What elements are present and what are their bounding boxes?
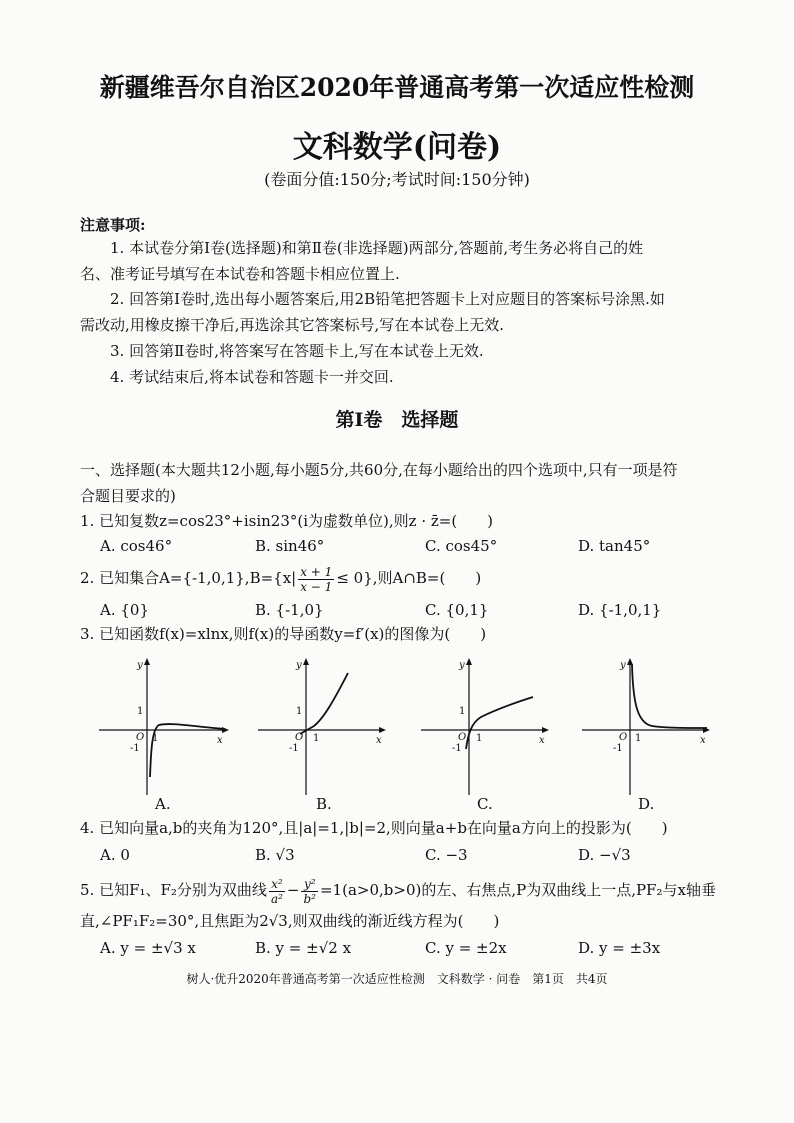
tick-x: 1 [476,733,483,744]
derivative-curve [300,673,348,734]
graph-c [419,655,554,800]
tick-x: 1 [635,733,642,744]
question-2-fraction [298,565,334,594]
question-1-stem: 1. 已知复数z=cos23°+isin23°(i为虚数单位),则z · z̄=( ) [80,512,494,530]
graph-d-label: D. [638,795,655,813]
notice-line: 1. 本试卷分第Ⅰ卷(选择题)和第Ⅱ卷(非选择题)两部分,答题前,考生务必将自己的姓 [110,239,644,257]
axis-x-label: x [700,735,706,746]
origin-label: O [136,732,145,743]
fraction-denominator: x − 1 [300,579,333,594]
question-2-option-a: A. {0} [100,601,149,619]
question-1-option-c: C. cos45° [425,537,498,555]
question-5-fraction-x [269,877,285,906]
question-5-fraction-y [301,877,318,906]
axis-x-label: x [376,735,382,746]
axis-y-label: y [296,660,302,671]
graph-b-label: B. [316,795,332,813]
tick-y-pos: 1 [459,706,466,717]
question-3-stem: 3. 已知函数f(x)=xlnx,则f(x)的导函数y=f′(x)的图像为( ) [80,625,487,643]
x-axis-arrow-icon [379,727,386,733]
question-5-option-d: D. y = ±3x [578,939,661,957]
notice-line: 3. 回答第Ⅱ卷时,将答案写在答题卡上,写在本试卷上无效. [110,342,484,360]
graph-b [256,655,391,800]
axis-y-label: y [459,660,465,671]
tick-y-neg: -1 [613,743,623,754]
y-axis-arrow-icon [466,658,472,665]
graph-a [97,655,232,800]
y-axis-arrow-icon [303,658,309,665]
exam-subtitle: 文科数学(问卷) [292,130,502,165]
notice-line: 4. 考试结束后,将本试卷和答题卡一并交回. [110,368,394,386]
minus-sign: − [286,881,300,899]
question-5-option-c: C. y = ±2x [425,939,507,957]
fraction-numerator: x² [269,877,285,892]
graph-c-label: C. [477,795,493,813]
x-axis-arrow-icon [222,727,229,733]
origin-label: O [619,732,628,743]
question-2-option-d: D. {-1,0,1} [578,601,662,619]
graph-a-label: A. [155,795,171,813]
tick-y-pos: 1 [296,706,303,717]
notice-line: 2. 回答第Ⅰ卷时,选出每小题答案后,用2B铅笔把答题卡上对应题目的答案标号涂黑.如 [110,290,665,308]
question-2-option-b: B. {-1,0} [255,601,324,619]
section-title: 第Ⅰ卷 选择题 [335,409,459,431]
notice-line: 名、准考证号填写在本试卷和答题卡相应位置上. [80,265,400,283]
question-5-stem-after: =1(a>0,b>0)的左、右焦点,P为双曲线上一点,PF₂与x轴垂 [319,881,716,899]
section-intro-line: 合题目要求的) [80,487,176,505]
derivative-curve [150,724,225,777]
question-4-option-a: A. 0 [100,846,130,864]
question-4-option-b: B. √3 [255,846,295,864]
question-5-stem-before: 5. 已知F₁、F₂分别为双曲线 [80,881,267,899]
origin-label: O [295,732,304,743]
axis-x-label: x [217,735,223,746]
axis-x-label: x [539,735,545,746]
y-axis-arrow-icon [144,658,150,665]
fraction-denominator: b² [303,891,316,906]
page-footer: 树人·优升2020年普通高考第一次适应性检测 文科数学 · 问卷 第1页 共4页 [186,972,608,986]
fraction-numerator: y² [301,877,318,892]
question-4-stem: 4. 已知向量a,b的夹角为120°,且|a|=1,|b|=2,则向量a+b在向量a方向上的投影为( ) [80,819,668,837]
exam-title: 新疆维吾尔自治区2020年普通高考第一次适应性检测 [99,73,695,102]
axis-y-label: y [620,660,626,671]
tick-y-neg: -1 [130,743,140,754]
tick-y-neg: -1 [289,743,299,754]
question-5-option-a: A. y = ±√3 x [100,939,196,957]
score-info: (卷面分值:150分;考试时间:150分钟) [264,170,530,189]
question-5-stem [80,873,716,907]
question-2-stem [80,561,481,595]
tick-x: 1 [152,733,159,744]
question-4-option-d: D. −√3 [578,846,631,864]
question-2-option-c: C. {0,1} [425,601,489,619]
question-5-stem-line2: 直,∠PF₁F₂=30°,且焦距为2√3,则双曲线的渐近线方程为( ) [80,912,500,930]
notice-line: 需改动,用橡皮擦干净后,再选涂其它答案标号,写在本试卷上无效. [80,316,505,334]
question-2-stem-before: 2. 已知集合A={-1,0,1},B={x| [80,569,297,587]
y-axis-arrow-icon [627,658,633,665]
x-axis-arrow-icon [542,727,549,733]
graph-d [580,655,715,800]
tick-y-pos: 1 [137,706,144,717]
question-1-option-b: B. sin46° [255,537,325,555]
axis-y-label: y [137,660,143,671]
notice-heading: 注意事项: [80,216,146,234]
section-intro-line: 一、选择题(本大题共12小题,每小题5分,共60分,在每小题给出的四个选项中,只有一项是符 [80,461,678,479]
tick-x: 1 [313,733,320,744]
tick-y-neg: -1 [452,743,462,754]
fraction-denominator: a² [270,891,283,906]
fraction-numerator: x + 1 [300,564,333,579]
origin-label: O [458,732,467,743]
question-1-option-d: D. tan45° [578,537,651,555]
question-1-option-a: A. cos46° [100,537,173,555]
derivative-curve [632,664,707,728]
question-5-option-b: B. y = ±√2 x [255,939,352,957]
question-2-stem-after: ≤ 0},则A∩B=( ) [336,569,482,587]
question-4-option-c: C. −3 [425,846,468,864]
